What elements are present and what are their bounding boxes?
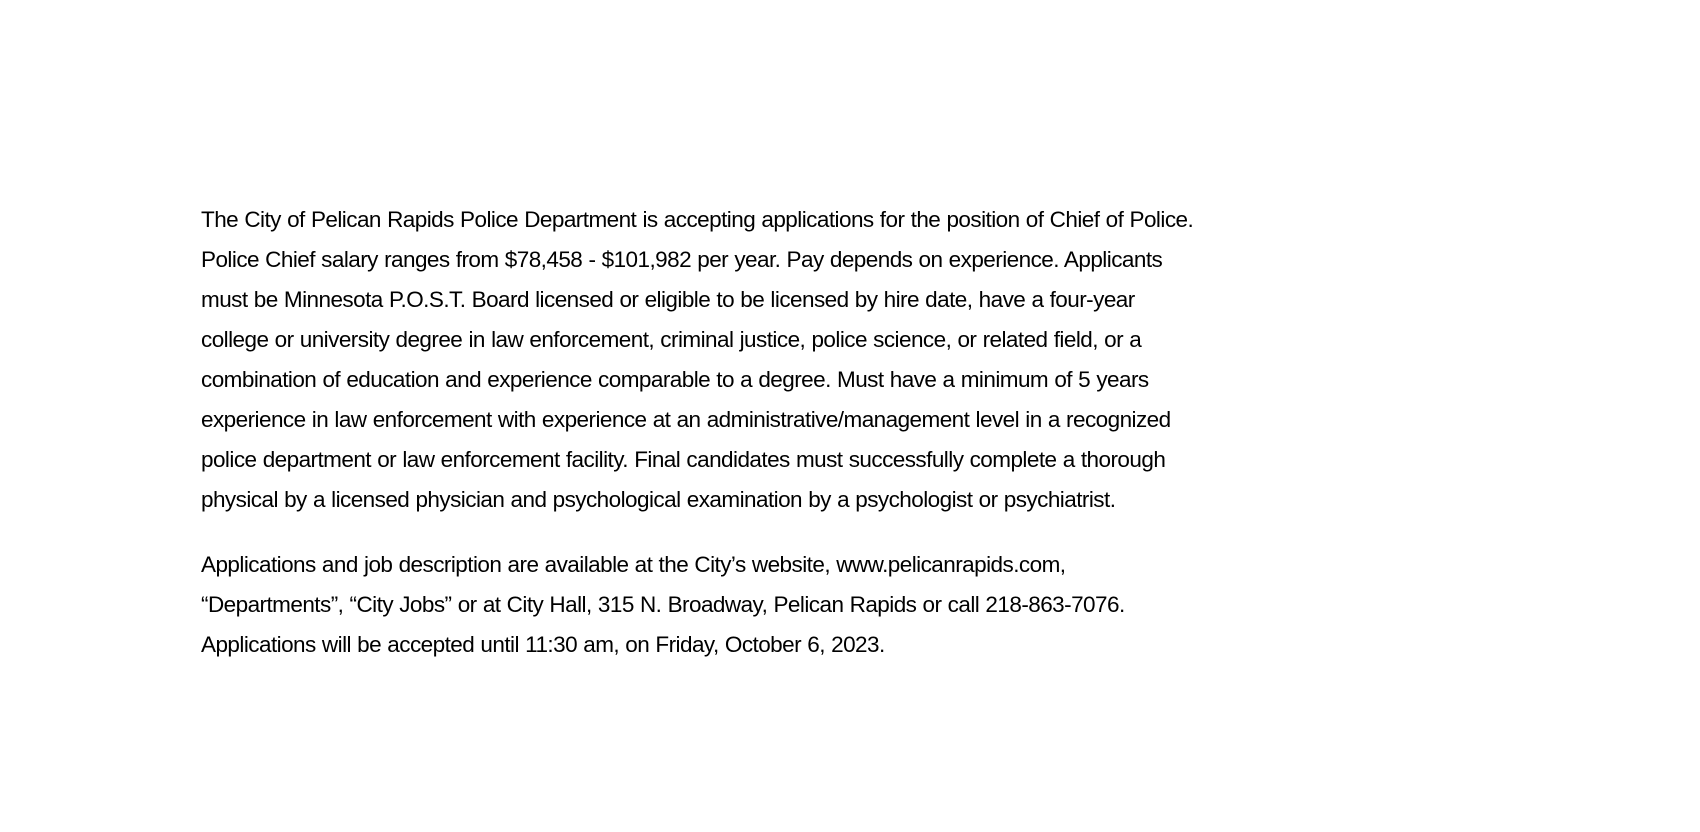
- text-line: Police Chief salary ranges from $78,458 - $101,982 per year. Pay depends on experience. Applicants: [201, 247, 1163, 272]
- text-line: physical by a licensed physician and psychological examination by a psychologist or psychiatrist.: [201, 487, 1116, 512]
- text-line: college or university degree in law enforcement, criminal justice, police science, or related field, or a: [201, 327, 1142, 352]
- application-info-paragraph: [201, 545, 1125, 665]
- text-line: Applications will be accepted until 11:30 am, on Friday, October 6, 2023.: [201, 632, 885, 657]
- text-line: must be Minnesota P.O.S.T. Board licensed or eligible to be licensed by hire date, have a four-year: [201, 287, 1135, 312]
- text-line: experience in law enforcement with experience at an administrative/management level in a recognized: [201, 407, 1171, 432]
- text-line: Applications and job description are available at the City’s website, www.pelicanrapids.com,: [201, 552, 1066, 577]
- text-line: police department or law enforcement facility. Final candidates must successfully complete a thorough: [201, 447, 1166, 472]
- text-line: combination of education and experience comparable to a degree. Must have a minimum of 5 years: [201, 367, 1149, 392]
- job-description-paragraph: [201, 200, 1193, 520]
- text-line: “Departments”, “City Jobs” or at City Hall, 315 N. Broadway, Pelican Rapids or call 218-863-7076.: [201, 592, 1125, 617]
- text-line: The City of Pelican Rapids Police Department is accepting applications for the position of Chief of Police.: [201, 207, 1194, 232]
